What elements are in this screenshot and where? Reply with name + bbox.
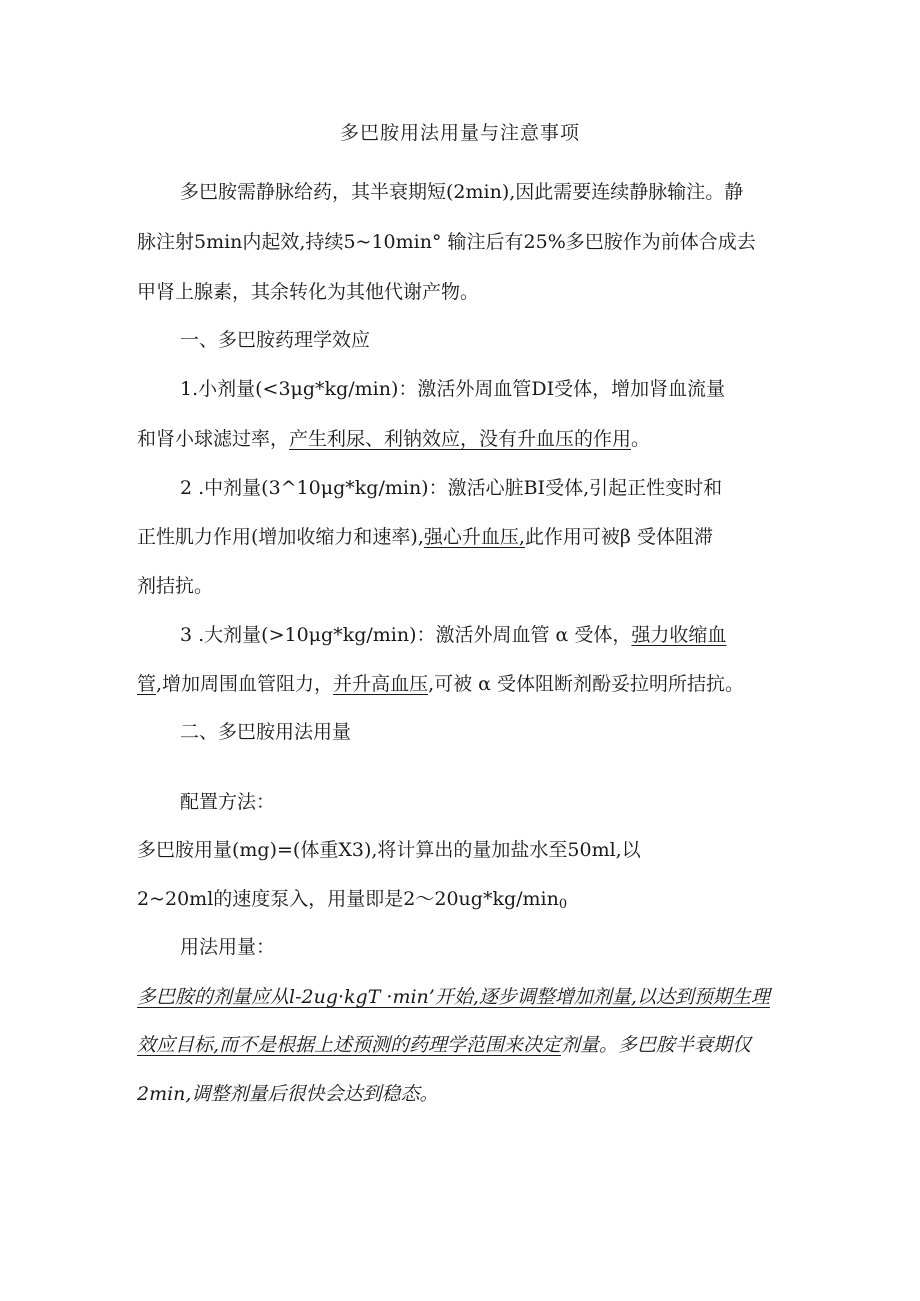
item3-underlined-text-2: 管	[137, 673, 157, 695]
item3-line-1-text: 3 .大剂量(>10μg*kg/min)：激活外周血管 α 受体，	[180, 624, 632, 646]
intro-line-3: 甲肾上腺素，其余转化为其他代谢产物。	[137, 281, 480, 303]
intro-line-2: 脉注射5min内起效,持续5~10min° 输注后有25%多巴胺作为前体合成去	[137, 231, 756, 253]
usage-line-1: 多巴胺的剂量应从l-2ug·kgT ·min’开始,逐步调整增加剂量,以达到预期生理	[137, 986, 770, 1008]
item2-underlined-text: 强心升血压,	[423, 526, 525, 548]
config-line-2	[137, 885, 797, 919]
item3-underlined-text-1: 强力收缩血	[631, 624, 727, 646]
item2-line-2-text: 正性肌力作用(增加收缩力和速率),	[137, 526, 424, 548]
item1-line-2-text: 和肾小球滤过率，	[137, 428, 290, 450]
item3-line-2-text: ,增加周围血管阻力，	[156, 673, 334, 695]
item2-line-2	[137, 523, 797, 551]
document-title: 多巴胺用法用量与注意事项	[339, 122, 580, 144]
item1-line-2-end: 。	[631, 428, 651, 450]
section1-heading: 一、多巴胺药理学效应	[180, 329, 371, 351]
intro-line-1: 多巴胺需静脉给药，其半衰期短(2min),因此需要连续静脉输注。静	[180, 181, 744, 203]
item2-line-3: 剂拮抗。	[137, 575, 214, 597]
item3-line-2	[137, 670, 797, 698]
item1-line-2	[137, 425, 797, 453]
config-line-1: 多巴胺用量(mg)=(体重X3),将计算出的量加盐水至50ml,以	[137, 839, 641, 861]
usage-label: 用法用量：	[180, 936, 276, 958]
config-line-2-subscript: 0	[558, 897, 568, 912]
usage-line-2-end: 剂量。多巴胺半衰期仅	[561, 1034, 752, 1056]
item2-line-2-end: 此作用可被β 受体阻滞	[524, 526, 713, 548]
item3-line-2-end: ,可被 α 受体阻断剂酚妥拉明所拮抗。	[428, 673, 745, 695]
config-label: 配置方法：	[180, 791, 276, 813]
item3-line-1	[180, 621, 797, 649]
usage-line-3: 2min,调整剂量后很快会达到稳态。	[137, 1083, 439, 1105]
section2-heading: 二、多巴胺用法用量	[180, 721, 352, 743]
item1-line-1: 1.小剂量(<3μg*kg/min)：激活外周血管DI受体，增加肾血流量	[180, 378, 726, 400]
usage-underlined-text: 效应目标,而不是根据上述预测的药理学范围来决定	[137, 1034, 562, 1056]
item2-line-1: 2 .中剂量(3^10μg*kg/min)：激活心脏BI受体,引起正性变时和	[180, 477, 723, 499]
item3-underlined-text-3: 并升高血压	[333, 673, 429, 695]
item1-underlined-text: 产生利尿、利钠效应，没有升血压的作用	[289, 428, 632, 450]
usage-line-2	[137, 1031, 797, 1059]
config-line-2-text: 2~20ml的速度泵入，用量即是2～20ug*kg/min	[137, 888, 559, 910]
